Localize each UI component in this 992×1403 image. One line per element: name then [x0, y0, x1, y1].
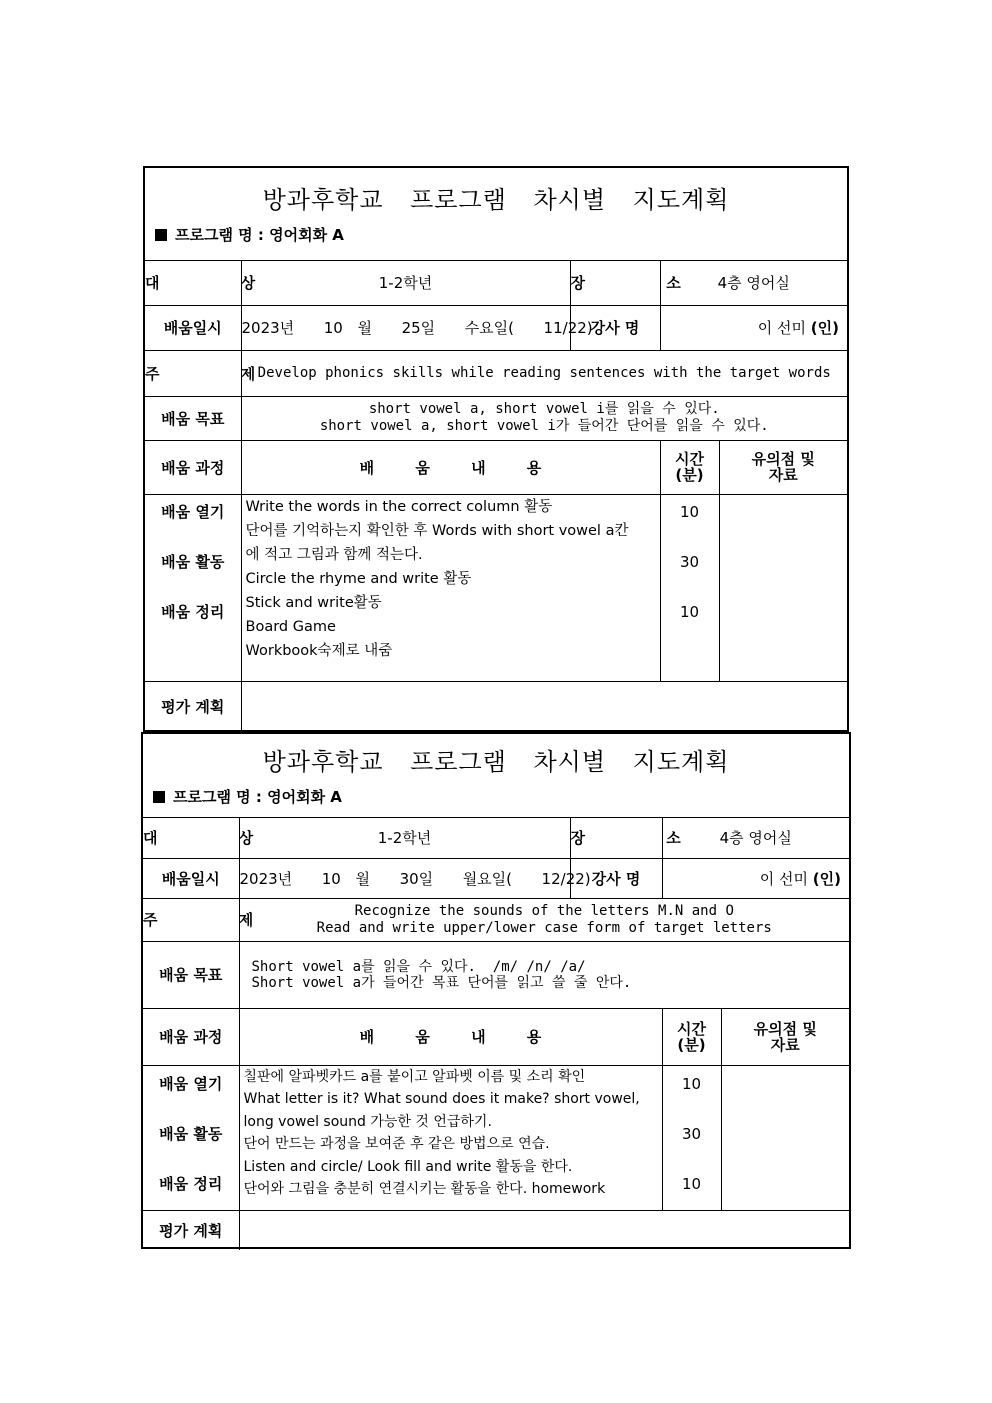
content-line: Write the words in the correct column 활동 — [245, 498, 553, 515]
place-label: 장 소 — [570, 818, 662, 858]
stage-labels — [145, 494, 241, 681]
goal-value — [239, 941, 849, 1008]
stage-open-label: 배움 열기 — [159, 1074, 223, 1093]
content-line: Board Game — [245, 618, 336, 635]
goal-line: Short vowel a가 들어간 목표 단어를 읽고 쓸 줄 안다. — [251, 974, 632, 991]
lesson-content — [241, 494, 660, 681]
topic-label: 주 제 — [143, 898, 239, 941]
teacher-value — [660, 305, 847, 350]
program-name-text: 프로그램 명 : 영어회화 A — [175, 226, 344, 244]
content-line: 단어를 기억하는지 확인한 후 Words with short vowel a칸 — [245, 522, 629, 539]
content-header: 배 움 내 용 — [241, 440, 660, 494]
time-value: 10 — [679, 602, 700, 621]
time-value: 10 — [679, 502, 700, 521]
date-row — [145, 305, 847, 350]
time-value: 30 — [679, 552, 700, 571]
plan-header — [143, 734, 849, 818]
notes-cell — [719, 494, 847, 681]
teacher-seal: (인) — [810, 319, 839, 337]
evaluation-row — [143, 1210, 849, 1250]
date-value: 2023년 10 월 30일 월요일( 12/22) — [239, 858, 570, 898]
date-label: 배움일시 — [145, 305, 241, 350]
target-row — [145, 261, 847, 305]
lesson-plan-1 — [143, 166, 849, 732]
time-value: 10 — [681, 1174, 702, 1193]
content-line: Circle the rhyme and write 활동 — [245, 570, 472, 587]
content-line: Workbook숙제로 내줌 — [245, 642, 393, 659]
plan-table — [145, 261, 847, 731]
process-body-row — [145, 494, 847, 681]
content-header: 배 움 내 용 — [239, 1008, 662, 1065]
stage-times — [662, 1065, 721, 1210]
teacher-seal: (인) — [812, 869, 841, 888]
target-label: 대 상 — [145, 261, 241, 305]
notes-cell — [721, 1065, 849, 1210]
content-line: Listen and circle/ Look fill and write 활동을 한다. — [243, 1158, 573, 1175]
goal-value — [241, 396, 847, 440]
process-header-row — [145, 440, 847, 494]
stage-times — [660, 494, 719, 681]
target-value: 1-2학년 — [239, 818, 570, 858]
content-line: 단어 만드는 과정을 보여준 후 같은 방법으로 연습. — [243, 1136, 550, 1153]
plan-table — [143, 818, 849, 1250]
square-bullet-icon — [153, 791, 165, 803]
place-value: 4층 영어실 — [662, 818, 849, 858]
topic-row — [145, 350, 847, 396]
process-label: 배움 과정 — [143, 1008, 239, 1065]
teacher-label: 강사 명 — [570, 305, 660, 350]
goal-line: Short vowel a를 읽을 수 있다. /m/ /n/ /a/ — [251, 958, 586, 975]
stage-close-label: 배움 정리 — [161, 602, 225, 621]
content-line: long vowel sound 가능한 것 언급하기. — [243, 1113, 492, 1130]
goal-line: short vowel a, short vowel i가 들어간 단어를 읽을 수 있다. — [319, 418, 769, 434]
time-header: 시간 (분) — [660, 440, 719, 494]
document-title: 방과후학교 프로그램 차시별 지도계획 — [262, 748, 730, 776]
content-line: 칠판에 알파벳카드 a를 붙이고 알파벳 이름 및 소리 확인 — [243, 1068, 586, 1085]
document-title: 방과후학교 프로그램 차시별 지도계획 — [262, 186, 730, 214]
process-header-row — [143, 1008, 849, 1065]
content-line: 단어와 그림을 충분히 연결시키는 활동을 한다. homework — [243, 1181, 606, 1198]
date-label: 배움일시 — [143, 858, 239, 898]
program-name — [155, 224, 344, 245]
stage-open-label: 배움 열기 — [161, 502, 225, 521]
target-row — [143, 818, 849, 858]
teacher-name: 이 선미 — [759, 869, 809, 888]
evaluation-value — [239, 1210, 849, 1250]
topic-line: Read and write upper/lower case form of target letters — [316, 919, 772, 936]
stage-close-label: 배움 정리 — [159, 1174, 223, 1193]
time-value: 10 — [681, 1074, 702, 1093]
process-label: 배움 과정 — [145, 440, 241, 494]
place-value: 4층 영어실 — [660, 261, 847, 305]
program-name — [153, 786, 342, 807]
target-value: 1-2학년 — [241, 261, 570, 305]
time-value: 30 — [681, 1124, 702, 1143]
notes-header: 유의점 및 자료 — [721, 1008, 849, 1065]
content-line: Stick and write활동 — [245, 594, 382, 611]
goal-row — [145, 396, 847, 440]
time-header: 시간 (분) — [662, 1008, 721, 1065]
evaluation-label: 평가 계획 — [145, 681, 241, 731]
evaluation-row — [145, 681, 847, 731]
square-bullet-icon — [155, 229, 167, 241]
teacher-label: 강사 명 — [570, 858, 662, 898]
evaluation-label: 평가 계획 — [143, 1210, 239, 1250]
content-line: 에 적고 그림과 함께 적는다. — [245, 546, 423, 563]
topic-line: Recognize the sounds of the letters M.N and O — [354, 902, 734, 919]
goal-label: 배움 목표 — [145, 396, 241, 440]
program-name-text: 프로그램 명 : 영어회화 A — [173, 788, 342, 806]
plan-header — [145, 168, 847, 261]
topic-line: Develop phonics skills while reading sentences with the target words — [257, 365, 831, 381]
lesson-content — [239, 1065, 662, 1210]
stage-activity-label: 배움 활동 — [161, 552, 225, 571]
process-body-row — [143, 1065, 849, 1210]
topic-value — [241, 350, 847, 396]
goal-line: short vowel a, short vowel i를 읽을 수 있다. — [368, 401, 720, 417]
topic-value — [239, 898, 849, 941]
content-line: What letter is it? What sound does it make? short vowel, — [243, 1091, 640, 1108]
goal-label: 배움 목표 — [143, 941, 239, 1008]
place-label: 장 소 — [570, 261, 660, 305]
evaluation-value — [241, 681, 847, 731]
topic-label: 주 제 — [145, 350, 241, 396]
target-label: 대 상 — [143, 818, 239, 858]
stage-labels — [143, 1065, 239, 1210]
teacher-value — [662, 858, 849, 898]
date-row — [143, 858, 849, 898]
notes-header: 유의점 및 자료 — [719, 440, 847, 494]
date-value: 2023년 10 월 25일 수요일( 11/22) — [241, 305, 570, 350]
lesson-plan-2 — [141, 732, 851, 1249]
stage-activity-label: 배움 활동 — [159, 1124, 223, 1143]
teacher-name: 이 선미 — [757, 319, 807, 337]
goal-row — [143, 941, 849, 1008]
topic-row — [143, 898, 849, 941]
